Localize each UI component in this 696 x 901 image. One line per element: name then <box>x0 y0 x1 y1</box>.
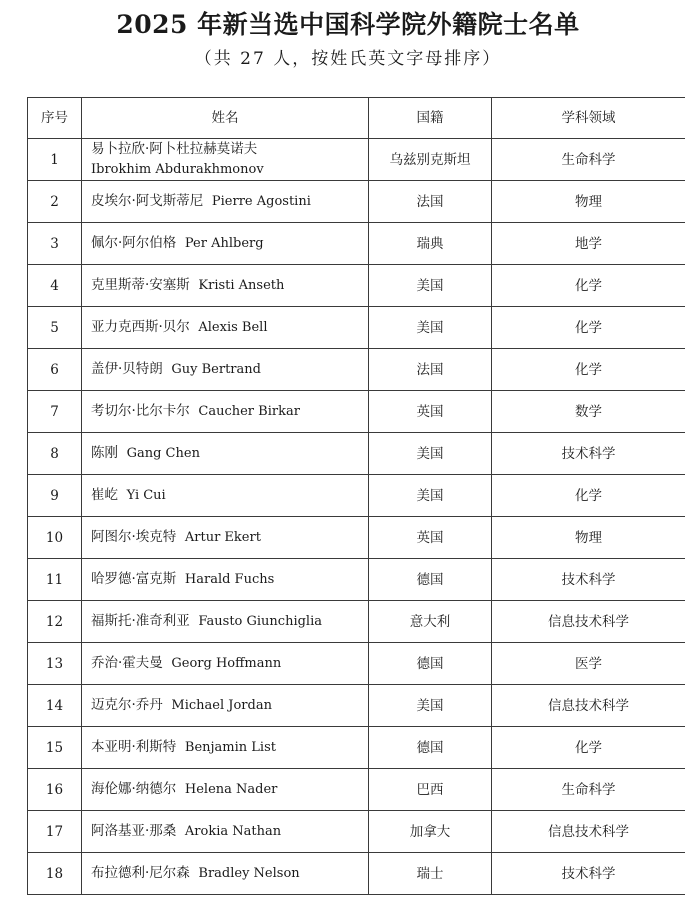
name-english: Helena Nader <box>184 782 278 797</box>
row-field: 数学 <box>492 391 686 433</box>
table-row <box>28 139 686 181</box>
row-field: 化学 <box>492 727 686 769</box>
name-english: Ibrokhim Abdurakhmonov <box>91 162 264 177</box>
name-chinese: 克里斯蒂·安塞斯 <box>91 277 190 293</box>
table-row <box>28 391 686 433</box>
row-number: 2 <box>28 181 82 223</box>
table-row <box>28 433 686 475</box>
row-nationality: 德国 <box>369 643 492 685</box>
row-field: 化学 <box>492 475 686 517</box>
row-number: 17 <box>28 811 82 853</box>
name-english: Caucher Birkar <box>198 404 300 419</box>
name-english: Yi Cui <box>126 488 166 503</box>
row-field: 技术科学 <box>492 559 686 601</box>
table-row <box>28 811 686 853</box>
name-english: Gang Chen <box>126 446 200 461</box>
row-nationality: 乌兹别克斯坦 <box>369 139 492 181</box>
row-number: 4 <box>28 265 82 307</box>
name-chinese: 阿图尔·埃克特 <box>91 529 177 545</box>
table-row <box>28 307 686 349</box>
row-field: 信息技术科学 <box>492 811 686 853</box>
row-name <box>82 223 369 265</box>
row-field: 化学 <box>492 265 686 307</box>
name-chinese: 海伦娜·纳德尔 <box>91 781 177 797</box>
row-number: 15 <box>28 727 82 769</box>
name-english: Pierre Agostini <box>211 194 311 209</box>
row-field: 物理 <box>492 181 686 223</box>
row-nationality: 法国 <box>369 181 492 223</box>
row-number: 11 <box>28 559 82 601</box>
name-chinese: 阿洛基亚·那桑 <box>91 823 177 839</box>
name-english: Georg Hoffmann <box>171 656 282 671</box>
row-number: 8 <box>28 433 82 475</box>
row-name <box>82 517 369 559</box>
table-row <box>28 853 686 895</box>
row-number: 6 <box>28 349 82 391</box>
table-header-row <box>28 98 686 139</box>
row-name <box>82 769 369 811</box>
row-name <box>82 643 369 685</box>
row-field: 技术科学 <box>492 433 686 475</box>
table-row <box>28 475 686 517</box>
row-field: 地学 <box>492 223 686 265</box>
row-name <box>82 391 369 433</box>
row-field: 信息技术科学 <box>492 601 686 643</box>
row-nationality: 英国 <box>369 517 492 559</box>
row-number: 14 <box>28 685 82 727</box>
row-field: 信息技术科学 <box>492 685 686 727</box>
row-field: 技术科学 <box>492 853 686 895</box>
row-nationality: 美国 <box>369 433 492 475</box>
academician-table <box>27 97 685 895</box>
name-english: Benjamin List <box>184 740 276 755</box>
academician-table-container <box>27 97 685 901</box>
row-nationality: 加拿大 <box>369 811 492 853</box>
name-english: Bradley Nelson <box>198 866 300 881</box>
name-english: Kristi Anseth <box>198 278 285 293</box>
name-english: Fausto Giunchiglia <box>198 614 322 629</box>
row-number: 7 <box>28 391 82 433</box>
row-number: 18 <box>28 853 82 895</box>
row-nationality: 英国 <box>369 391 492 433</box>
row-number: 10 <box>28 517 82 559</box>
row-number: 16 <box>28 769 82 811</box>
name-english: Michael Jordan <box>171 698 272 713</box>
table-row <box>28 601 686 643</box>
row-name <box>82 853 369 895</box>
row-number: 1 <box>28 139 82 181</box>
table-body <box>28 139 686 895</box>
table-row <box>28 223 686 265</box>
name-chinese: 崔屹 <box>91 487 118 503</box>
table-row <box>28 727 686 769</box>
table-row <box>28 265 686 307</box>
row-nationality: 瑞士 <box>369 853 492 895</box>
name-chinese: 本亚明·利斯特 <box>91 739 177 755</box>
row-field: 医学 <box>492 643 686 685</box>
header-number: 序号 <box>28 98 82 139</box>
name-english: Artur Ekert <box>184 530 261 545</box>
name-chinese: 布拉德利·尼尔森 <box>91 865 190 881</box>
row-name <box>82 559 369 601</box>
name-chinese: 哈罗德·富克斯 <box>91 571 177 587</box>
name-chinese: 考切尔·比尔卡尔 <box>91 403 190 419</box>
row-nationality: 德国 <box>369 559 492 601</box>
row-field: 化学 <box>492 307 686 349</box>
document-subtitle: （共 27 人，按姓氏英文字母排序） <box>194 49 502 69</box>
row-number: 5 <box>28 307 82 349</box>
name-chinese: 福斯托·准奇利亚 <box>91 613 190 629</box>
row-name <box>82 349 369 391</box>
row-nationality: 美国 <box>369 265 492 307</box>
row-nationality: 瑞典 <box>369 223 492 265</box>
name-english: Guy Bertrand <box>171 362 261 377</box>
name-english: Per Ahlberg <box>184 236 264 251</box>
row-field: 生命科学 <box>492 769 686 811</box>
row-name <box>82 181 369 223</box>
row-name <box>82 811 369 853</box>
document-title: 2025 年新当选中国科学院外籍院士名单 <box>116 10 580 39</box>
row-name <box>82 307 369 349</box>
name-english: Alexis Bell <box>198 320 268 335</box>
name-chinese: 佩尔·阿尔伯格 <box>91 235 177 251</box>
row-name <box>82 727 369 769</box>
name-chinese: 迈克尔·乔丹 <box>91 697 163 713</box>
row-number: 9 <box>28 475 82 517</box>
row-field: 物理 <box>492 517 686 559</box>
header-name: 姓名 <box>82 98 369 139</box>
row-nationality: 德国 <box>369 727 492 769</box>
row-name <box>82 265 369 307</box>
table-row <box>28 517 686 559</box>
name-english: Harald Fuchs <box>184 572 275 587</box>
table-row <box>28 685 686 727</box>
row-name <box>82 685 369 727</box>
row-field: 生命科学 <box>492 139 686 181</box>
name-chinese: 盖伊·贝特朗 <box>91 361 163 377</box>
table-row <box>28 559 686 601</box>
row-name <box>82 475 369 517</box>
header-field: 学科领域 <box>492 98 686 139</box>
row-nationality: 巴西 <box>369 769 492 811</box>
name-chinese: 亚力克西斯·贝尔 <box>91 319 190 335</box>
row-nationality: 意大利 <box>369 601 492 643</box>
name-chinese: 皮埃尔·阿戈斯蒂尼 <box>91 193 204 209</box>
name-english: Arokia Nathan <box>184 824 282 839</box>
row-number: 3 <box>28 223 82 265</box>
name-chinese: 乔治·霍夫曼 <box>91 655 163 671</box>
row-name <box>82 433 369 475</box>
table-row <box>28 769 686 811</box>
row-nationality: 美国 <box>369 475 492 517</box>
row-name <box>82 139 369 181</box>
row-name <box>82 601 369 643</box>
name-chinese: 陈刚 <box>91 445 118 461</box>
table-row <box>28 643 686 685</box>
row-nationality: 美国 <box>369 307 492 349</box>
row-number: 13 <box>28 643 82 685</box>
row-nationality: 美国 <box>369 685 492 727</box>
header-nationality: 国籍 <box>369 98 492 139</box>
table-row <box>28 349 686 391</box>
row-field: 化学 <box>492 349 686 391</box>
table-row <box>28 181 686 223</box>
name-chinese: 易卜拉欣·阿卜杜拉赫莫诺夫 <box>91 141 258 157</box>
row-number: 12 <box>28 601 82 643</box>
row-nationality: 法国 <box>369 349 492 391</box>
